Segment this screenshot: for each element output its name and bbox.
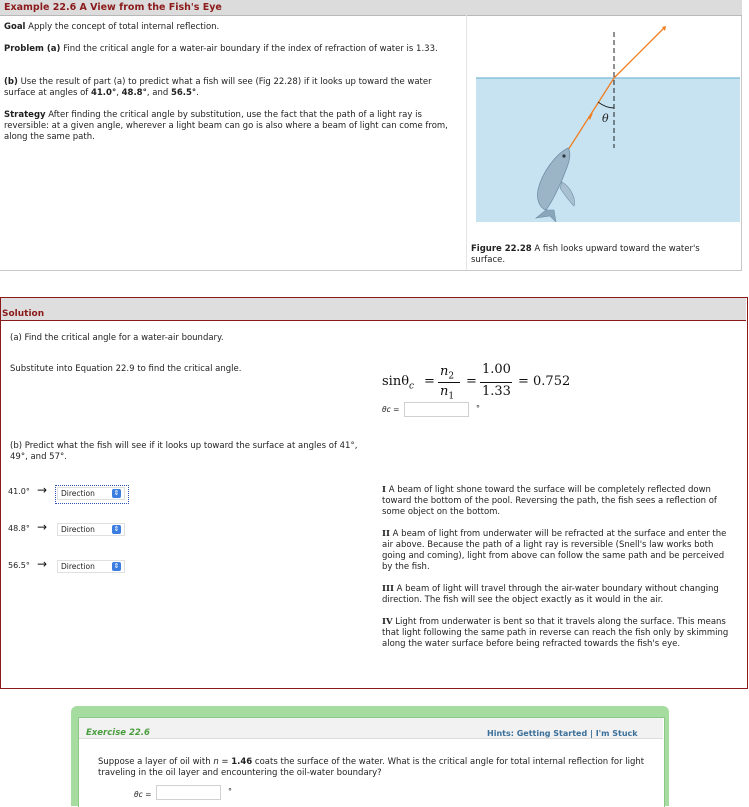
problem-b-angle-3: 56.5° [170,88,197,98]
figure-fish [476,22,740,222]
option-iv-text: Light from underwater is bent so that it travels along the surface. This means that light following the same path in reverse can reach the fish only by skimming along the water surface before being refracted towards the fish's eye. [382,617,729,649]
water-body [476,78,740,222]
angle-48: 48.8° [8,524,30,533]
eq-equals-2: = [466,374,477,389]
problem-b-text: Use the result of part (a) to predict what a fish will see (Fig 22.28) if it looks up toward the water surface at angles of [4,77,432,98]
eq-sin-sub: c [409,381,415,392]
arrow-icon: → [37,557,48,571]
angle-56: 56.5° [8,561,30,570]
direction-select-3[interactable] [57,560,125,573]
theta-c-label: θc = [382,405,400,414]
problem-a-text: Find the critical angle for a water-air boundary if the index of refraction of water is 1.33. [63,44,438,54]
direction-select-2[interactable] [57,523,125,536]
exercise-n-symbol: n [213,757,219,767]
critical-angle-equation [382,362,612,402]
arrow-icon: → [37,483,48,497]
direction-select-2-value: Direction [61,525,95,534]
separator: , [116,88,122,98]
exercise-text-1: Suppose a layer of oil with [98,757,214,767]
option-ii-text: A beam of light from underwater will be refracted at the surface and enter the air above. Because the path of a light ray is reversible (Snell's law works both going and coming), light from above can follow the same path and be perceived by the fish. [382,529,727,572]
option-iv [382,617,734,650]
option-i-text: A beam of light shone toward the surface will be completely reflected down toward the bottom of the pool. Reversing the path, the fish sees a reflection of some object on the bottom. [382,485,717,517]
strategy-label: Strategy [4,110,46,120]
problem-b-angle-1: 41.0° [90,88,117,98]
direction-select-1[interactable] [57,487,125,500]
solution-title: Solution [2,309,45,319]
eq-n2-sub: 2 [448,371,455,382]
direction-select-3-value: Direction [61,562,95,571]
eq-n2-text: n [440,364,449,379]
substitute-text: Substitute into Equation 22.9 to find the critical angle. [10,364,242,374]
refracted-ray [614,28,664,78]
part-a-heading: (a) Find the critical angle for a water-air boundary. [10,333,224,343]
eq-sin-text: sinθ [382,374,410,389]
exercise-theta-c-label: θc = [134,790,152,799]
figure-divider [466,15,467,270]
select-toggle-icon: ⇕ [113,489,120,497]
goal-label: Goal [4,22,26,32]
problem-b [4,77,454,99]
eq-numerator: 1.00 [482,362,511,377]
goal-line [4,22,454,33]
figure-caption [471,244,733,266]
eq-frac-bar-1 [438,382,460,383]
problem-b-angle-2: 48.8° [121,88,147,98]
eq-n1-sub: 1 [448,391,455,402]
option-ii [382,529,734,573]
eq-n1 [440,384,454,402]
solution-header [1,298,746,321]
angle-41: 41.0° [8,487,30,496]
separator: . [196,88,199,98]
eq-sin [382,374,414,392]
eq-equals-1: = [424,374,435,389]
part-b-heading: (b) Predict what the fish will see if it looks up toward the surface at angles of 41°, 49°, and 57°. [10,441,358,462]
eq-n1-text: n [440,384,449,399]
option-i [382,485,734,518]
exercise-degree: ° [228,787,232,796]
theta-c-degree: ° [476,404,480,413]
figure-label: Figure 22.28 [471,244,532,254]
exercise-text-3: coats the surface of the water. What is the critical angle for total internal reflection for light traveling in the oil layer and encountering the oil-water boundary? [98,757,645,778]
direction-select-1-value: Direction [61,489,95,498]
option-i-num: I [382,485,386,495]
problem-b-label: (b) [4,77,18,87]
option-iii [382,584,734,606]
eq-result: = 0.752 [518,374,571,389]
theta-label: θ [602,112,609,125]
goal-text: Apply the concept of total internal reflection. [28,22,220,32]
option-ii-num: II [382,529,390,539]
select-toggle-icon: ⇕ [113,562,120,570]
problem-a [4,44,454,55]
exercise-text-2: = [218,757,232,767]
theta-c-input[interactable] [404,402,469,417]
exercise-theta-c-input[interactable] [156,785,221,800]
option-iii-text: A beam of light will travel through the air-water boundary without changing direction. The fish will see the object exactly as it would in the air. [382,584,719,605]
arrow-icon: → [37,520,48,534]
option-iv-num: IV [382,617,393,627]
hints-links[interactable]: Hints: Getting Started | I'm Stuck [487,729,638,738]
eq-denominator: 1.33 [482,384,511,399]
eq-n2 [440,364,454,382]
figure-caption-text: A fish looks upward toward the water's surface. [471,244,700,265]
strategy [4,110,456,143]
exercise-text [98,757,650,779]
exercise-n-value: 1.46 [231,757,253,767]
option-iii-num: III [382,584,394,594]
example-title: Example 22.6 A View from the Fish's Eye [4,2,222,13]
exercise-title: Exercise 22.6 [86,728,150,738]
separator: , and [146,88,171,98]
select-toggle-icon: ⇕ [113,525,120,533]
eq-frac-bar-2 [480,382,512,383]
strategy-text: After finding the critical angle by substitution, use the fact that the path of a light ray is reversible: at a given angle, wherever a light beam can go is also where a beam of light can come from, along the same path. [4,110,448,142]
problem-a-label: Problem (a) [4,44,61,54]
